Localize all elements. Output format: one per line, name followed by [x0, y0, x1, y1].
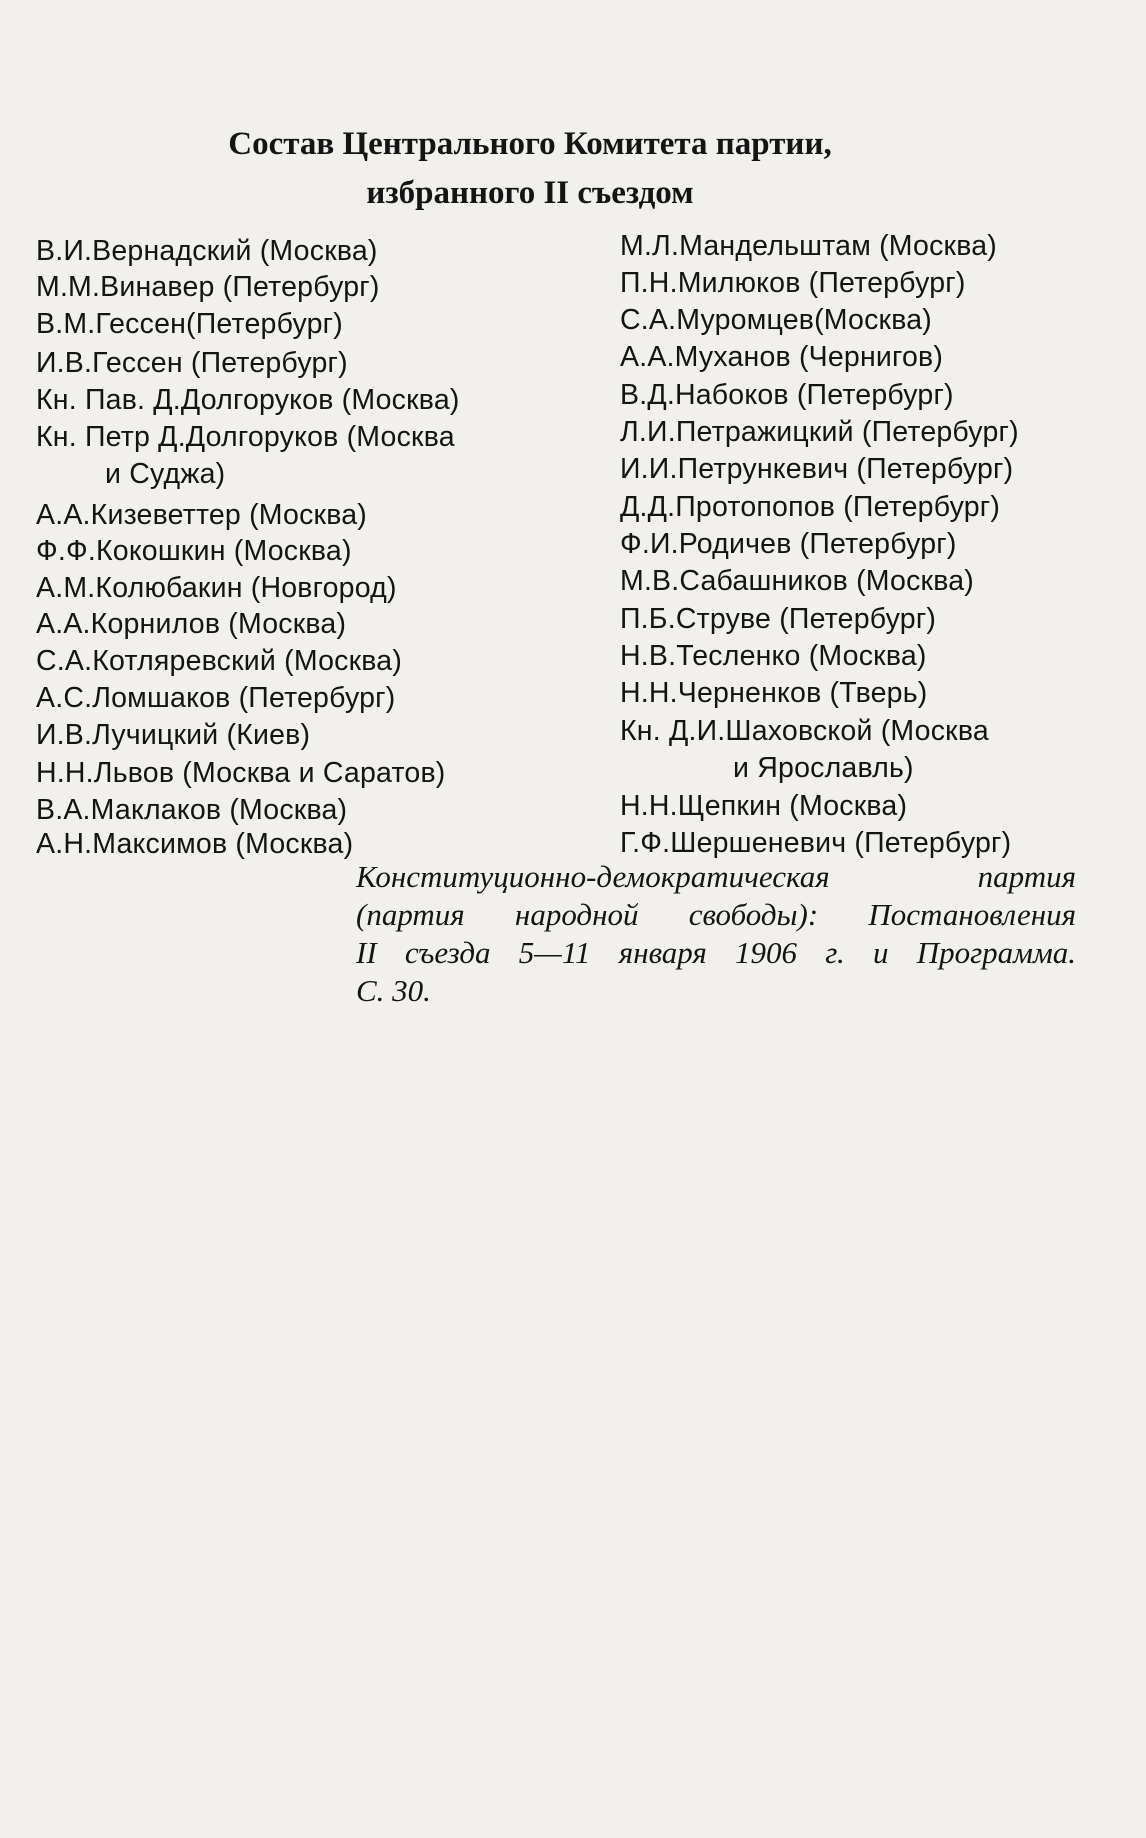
member-entry: И.И.Петрункевич (Петербург): [620, 453, 1014, 485]
citation-line: С. 30.: [356, 973, 431, 1008]
member-entry: А.А.Корнилов (Москва): [36, 608, 347, 640]
member-entry: М.В.Сабашников (Москва): [620, 565, 974, 597]
member-entry: А.А.Кизеветтер (Москва): [36, 499, 367, 531]
page-title: [150, 124, 910, 213]
member-entry: Л.И.Петражицкий (Петербург): [620, 416, 1019, 448]
member-entry: В.А.Маклаков (Москва): [36, 794, 348, 826]
member-entry: В.М.Гессен(Петербург): [36, 308, 343, 340]
member-entry: А.С.Ломшаков (Петербург): [36, 682, 396, 714]
member-entry: А.М.Колюбакин (Новгород): [36, 572, 397, 604]
member-entry: Кн. Пав. Д.Долгоруков (Москва): [36, 384, 460, 416]
member-entry: Г.Ф.Шершеневич (Петербург): [620, 827, 1012, 859]
member-entry: Н.Н.Львов (Москва и Саратов): [36, 757, 446, 789]
citation-line: Конституционно-демократическая партия: [356, 859, 1076, 894]
member-entry: И.В.Лучицкий (Киев): [36, 719, 311, 751]
member-entry-continuation: и Ярославль): [733, 752, 914, 784]
member-entry: М.М.Винавер (Петербург): [36, 271, 380, 303]
member-entry: М.Л.Мандельштам (Москва): [620, 230, 997, 262]
member-entry: Д.Д.Протопопов (Петербург): [620, 491, 1001, 523]
member-entry-continuation: и Суджа): [105, 458, 226, 490]
member-entry: П.Б.Струве (Петербург): [620, 603, 937, 635]
member-entry: П.Н.Милюков (Петербург): [620, 267, 966, 299]
citation-line: II съезда 5—11 января 1906 г. и Программа.: [356, 935, 1076, 970]
member-entry: Кн. Петр Д.Долгоруков (Москва: [36, 421, 455, 453]
member-entry: Ф.И.Родичев (Петербург): [620, 528, 957, 560]
member-entry: С.А.Муромцев(Москва): [620, 304, 932, 336]
member-entry: С.А.Котляревский (Москва): [36, 645, 403, 677]
member-entry: Н.Н.Щепкин (Москва): [620, 790, 908, 822]
title-line-1: Состав Центрального Комитета партии,: [228, 126, 832, 162]
citation-line: (партия народной свободы): Постановления: [356, 897, 1076, 932]
source-citation: [356, 858, 1076, 1010]
member-entry: В.И.Вернадский (Москва): [36, 235, 378, 267]
member-entry: И.В.Гессен (Петербург): [36, 347, 348, 379]
member-entry: Н.В.Тесленко (Москва): [620, 640, 927, 672]
member-entry: В.Д.Набоков (Петербург): [620, 379, 954, 411]
member-entry: А.А.Муханов (Чернигов): [620, 341, 944, 373]
title-line-2: избранного II съездом: [366, 175, 694, 211]
member-entry: Кн. Д.И.Шаховской (Москва: [620, 715, 989, 747]
member-entry: А.Н.Максимов (Москва): [36, 828, 354, 860]
member-entry: Ф.Ф.Кокошкин (Москва): [36, 535, 352, 567]
member-entry: Н.Н.Черненков (Тверь): [620, 677, 928, 709]
